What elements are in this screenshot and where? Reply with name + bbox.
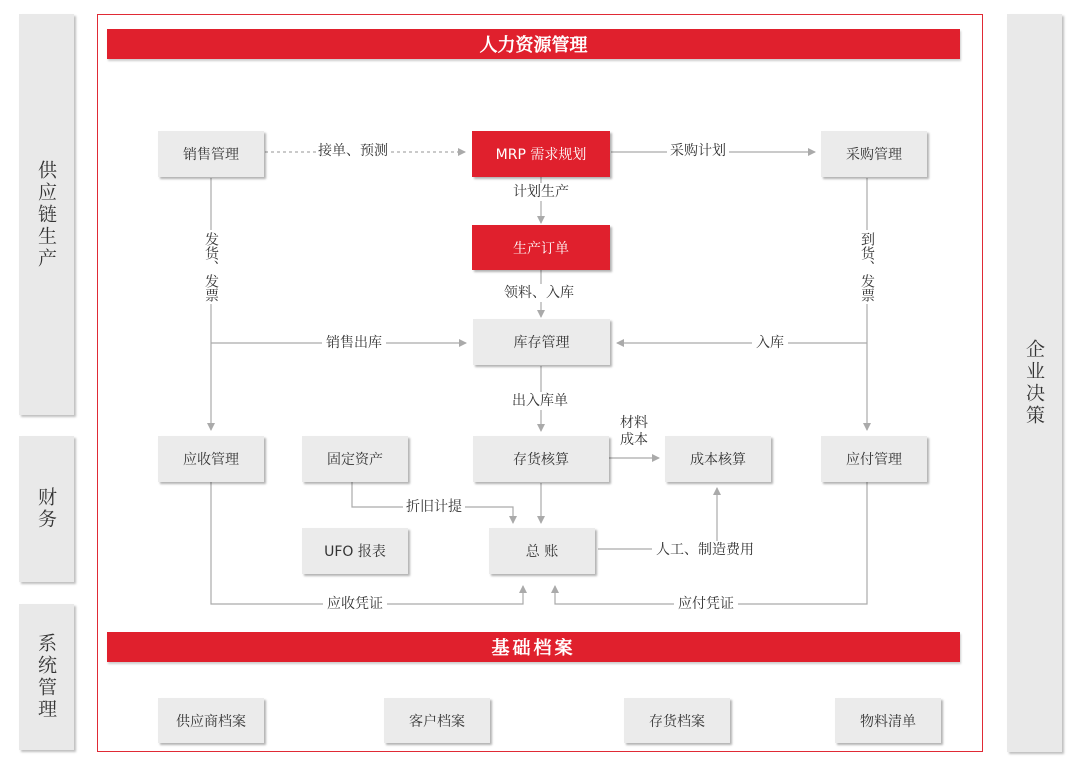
module-ufo-report[interactable]: UFO 报表 (302, 528, 408, 574)
archive-customer[interactable]: 客户档案 (384, 698, 490, 743)
module-inventory[interactable]: 库存管理 (473, 319, 610, 365)
banner-hr: 人力资源管理 (107, 29, 960, 59)
flow-label-order-forecast: 接单、预测 (318, 143, 388, 159)
archive-stock[interactable]: 存货档案 (624, 698, 730, 743)
flow-label-stock-in: 入库 (752, 334, 788, 352)
flow-label-ap-voucher: 应付凭证 (674, 595, 738, 613)
side-label-finance: 财务 (35, 487, 57, 531)
module-mrp[interactable]: MRP 需求规划 (472, 131, 610, 177)
module-sales[interactable]: 销售管理 (158, 131, 264, 177)
flow-label-material-cost (620, 415, 648, 449)
flow-label-material-cost-line1: 材料 (620, 415, 648, 431)
module-stock-accounting[interactable]: 存货核算 (473, 436, 609, 482)
module-production-order[interactable]: 生产订单 (472, 225, 610, 270)
banner-archive: 基础档案 (107, 632, 960, 662)
archive-bom[interactable]: 物料清单 (835, 698, 941, 743)
flow-label-pick-stockin: 领料、入库 (504, 285, 574, 301)
side-label-system: 系统管理 (35, 633, 57, 721)
edge-labor-cost (598, 488, 717, 549)
module-receivable[interactable]: 应收管理 (158, 436, 264, 482)
module-cost-accounting[interactable]: 成本核算 (665, 436, 771, 482)
flow-label-sales-outbound: 销售出库 (322, 334, 386, 352)
module-fixed-assets[interactable]: 固定资产 (302, 436, 408, 482)
flow-label-arrive-invoice: 到货、发票 (859, 232, 875, 302)
flow-label-io-slip: 出入库单 (512, 393, 568, 409)
flow-label-ar-voucher: 应收凭证 (323, 595, 387, 613)
flow-label-purchase-plan: 采购计划 (667, 142, 729, 160)
side-label-decision: 企业决策 (1023, 339, 1045, 427)
archive-supplier[interactable]: 供应商档案 (158, 698, 264, 743)
flow-label-plan-production: 计划生产 (513, 184, 569, 200)
flow-label-ship-invoice: 发货、发票 (203, 232, 219, 302)
flow-label-depreciation: 折旧计提 (403, 498, 465, 516)
module-purchase[interactable]: 采购管理 (821, 131, 927, 177)
side-label-supply-chain: 供应链生产 (35, 159, 57, 270)
flow-label-material-cost-line2: 成本 (620, 432, 648, 448)
module-payable[interactable]: 应付管理 (821, 436, 927, 482)
flow-label-labor-overhead: 人工、制造费用 (652, 541, 758, 559)
module-general-ledger[interactable]: 总 账 (489, 528, 595, 574)
